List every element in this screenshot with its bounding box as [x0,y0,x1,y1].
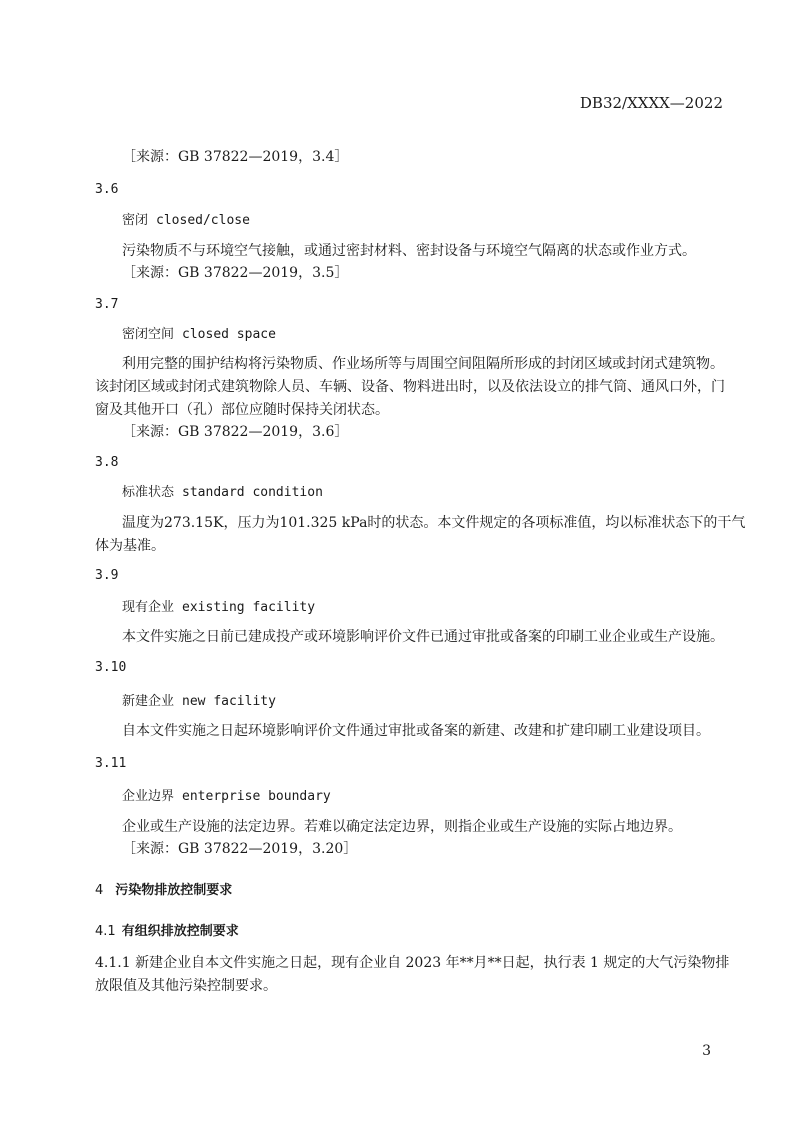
definition-text: 窗及其他开口（孔）部位应随时保持关闭状态。 [95,402,389,418]
term-chinese: 新建企业 [122,694,175,709]
chapter-title: 污染物排放控制要求 [115,883,233,898]
term-heading [122,481,323,500]
term-chinese: 密闭 [122,213,149,228]
term-english: enterprise boundary [182,789,331,804]
source-citation: ［来源：GB 37822—2019，3.4］ [122,149,349,165]
source-citation: ［来源：GB 37822—2019，3.5］ [122,265,349,281]
source-citation: ［来源：GB 37822—2019，3.20］ [122,841,358,857]
term-english: new facility [182,694,276,709]
term-heading [122,690,276,709]
definition-text: 自本文件实施之日起环境影响评价文件通过审批或备案的新建、改建和扩建印刷工业建设项目。 [122,723,710,739]
term-heading [122,596,315,615]
term-english: existing facility [182,600,316,615]
chapter-number: 4 [95,883,104,898]
clause-text: 放限值及其他污染控制要求。 [95,978,277,994]
definition-text: 污染物质不与环境空气接触，或通过密封材料、密封设备与环境空气隔离的状态或作业方式。 [122,243,696,259]
chapter-heading [95,879,232,898]
definition-text: 企业或生产设施的法定边界。若难以确定法定边界，则指企业或生产设施的实际占地边界。 [122,819,682,835]
term-heading [122,209,250,228]
clause-number: 3.7 [95,297,119,312]
term-english: closed space [182,327,276,342]
clause-text: 4.1.1 新建企业自本文件实施之日起，现有企业自 2023 年**月**日起，执行表 1 规定的大气污染物排 [95,955,730,971]
term-english: closed/close [156,213,250,228]
definition-text: 该封闭区域或封闭式建筑物除人员、车辆、设备、物料进出时，以及依法设立的排气筒、通风口外，门 [95,379,725,395]
section-heading [95,920,239,939]
section-number: 4.1 [95,924,116,939]
source-citation: ［来源：GB 37822—2019，3.6］ [122,424,349,440]
term-heading [122,785,331,804]
clause-number: 3.6 [95,182,119,197]
clause-number: 3.8 [95,455,119,470]
clause-number: 3.9 [95,568,119,583]
definition-text: 体为基准。 [95,538,165,554]
term-chinese: 企业边界 [122,789,175,804]
term-chinese: 标准状态 [122,485,175,500]
document-code-header: DB32/XXXX—2022 [579,94,723,112]
clause-number: 3.10 [95,660,127,675]
term-chinese: 现有企业 [122,600,175,615]
term-heading [122,323,276,342]
definition-text: 本文件实施之日前已建成投产或环境影响评价文件已通过审批或备案的印刷工业企业或生产设施。 [122,629,724,645]
definition-text: 温度为273.15K，压力为101.325 kPa时的状态。本文件规定的各项标准值，均以标准状态下的干气 [122,515,746,531]
clause-number: 3.11 [95,756,127,771]
section-title: 有组织排放控制要求 [121,924,239,939]
definition-text: 利用完整的围护结构将污染物质、作业场所等与周围空间阻隔所形成的封闭区域或封闭式建筑物。 [122,356,724,372]
term-chinese: 密闭空间 [122,327,175,342]
page-number: 3 [702,1043,711,1059]
term-english: standard condition [182,485,323,500]
